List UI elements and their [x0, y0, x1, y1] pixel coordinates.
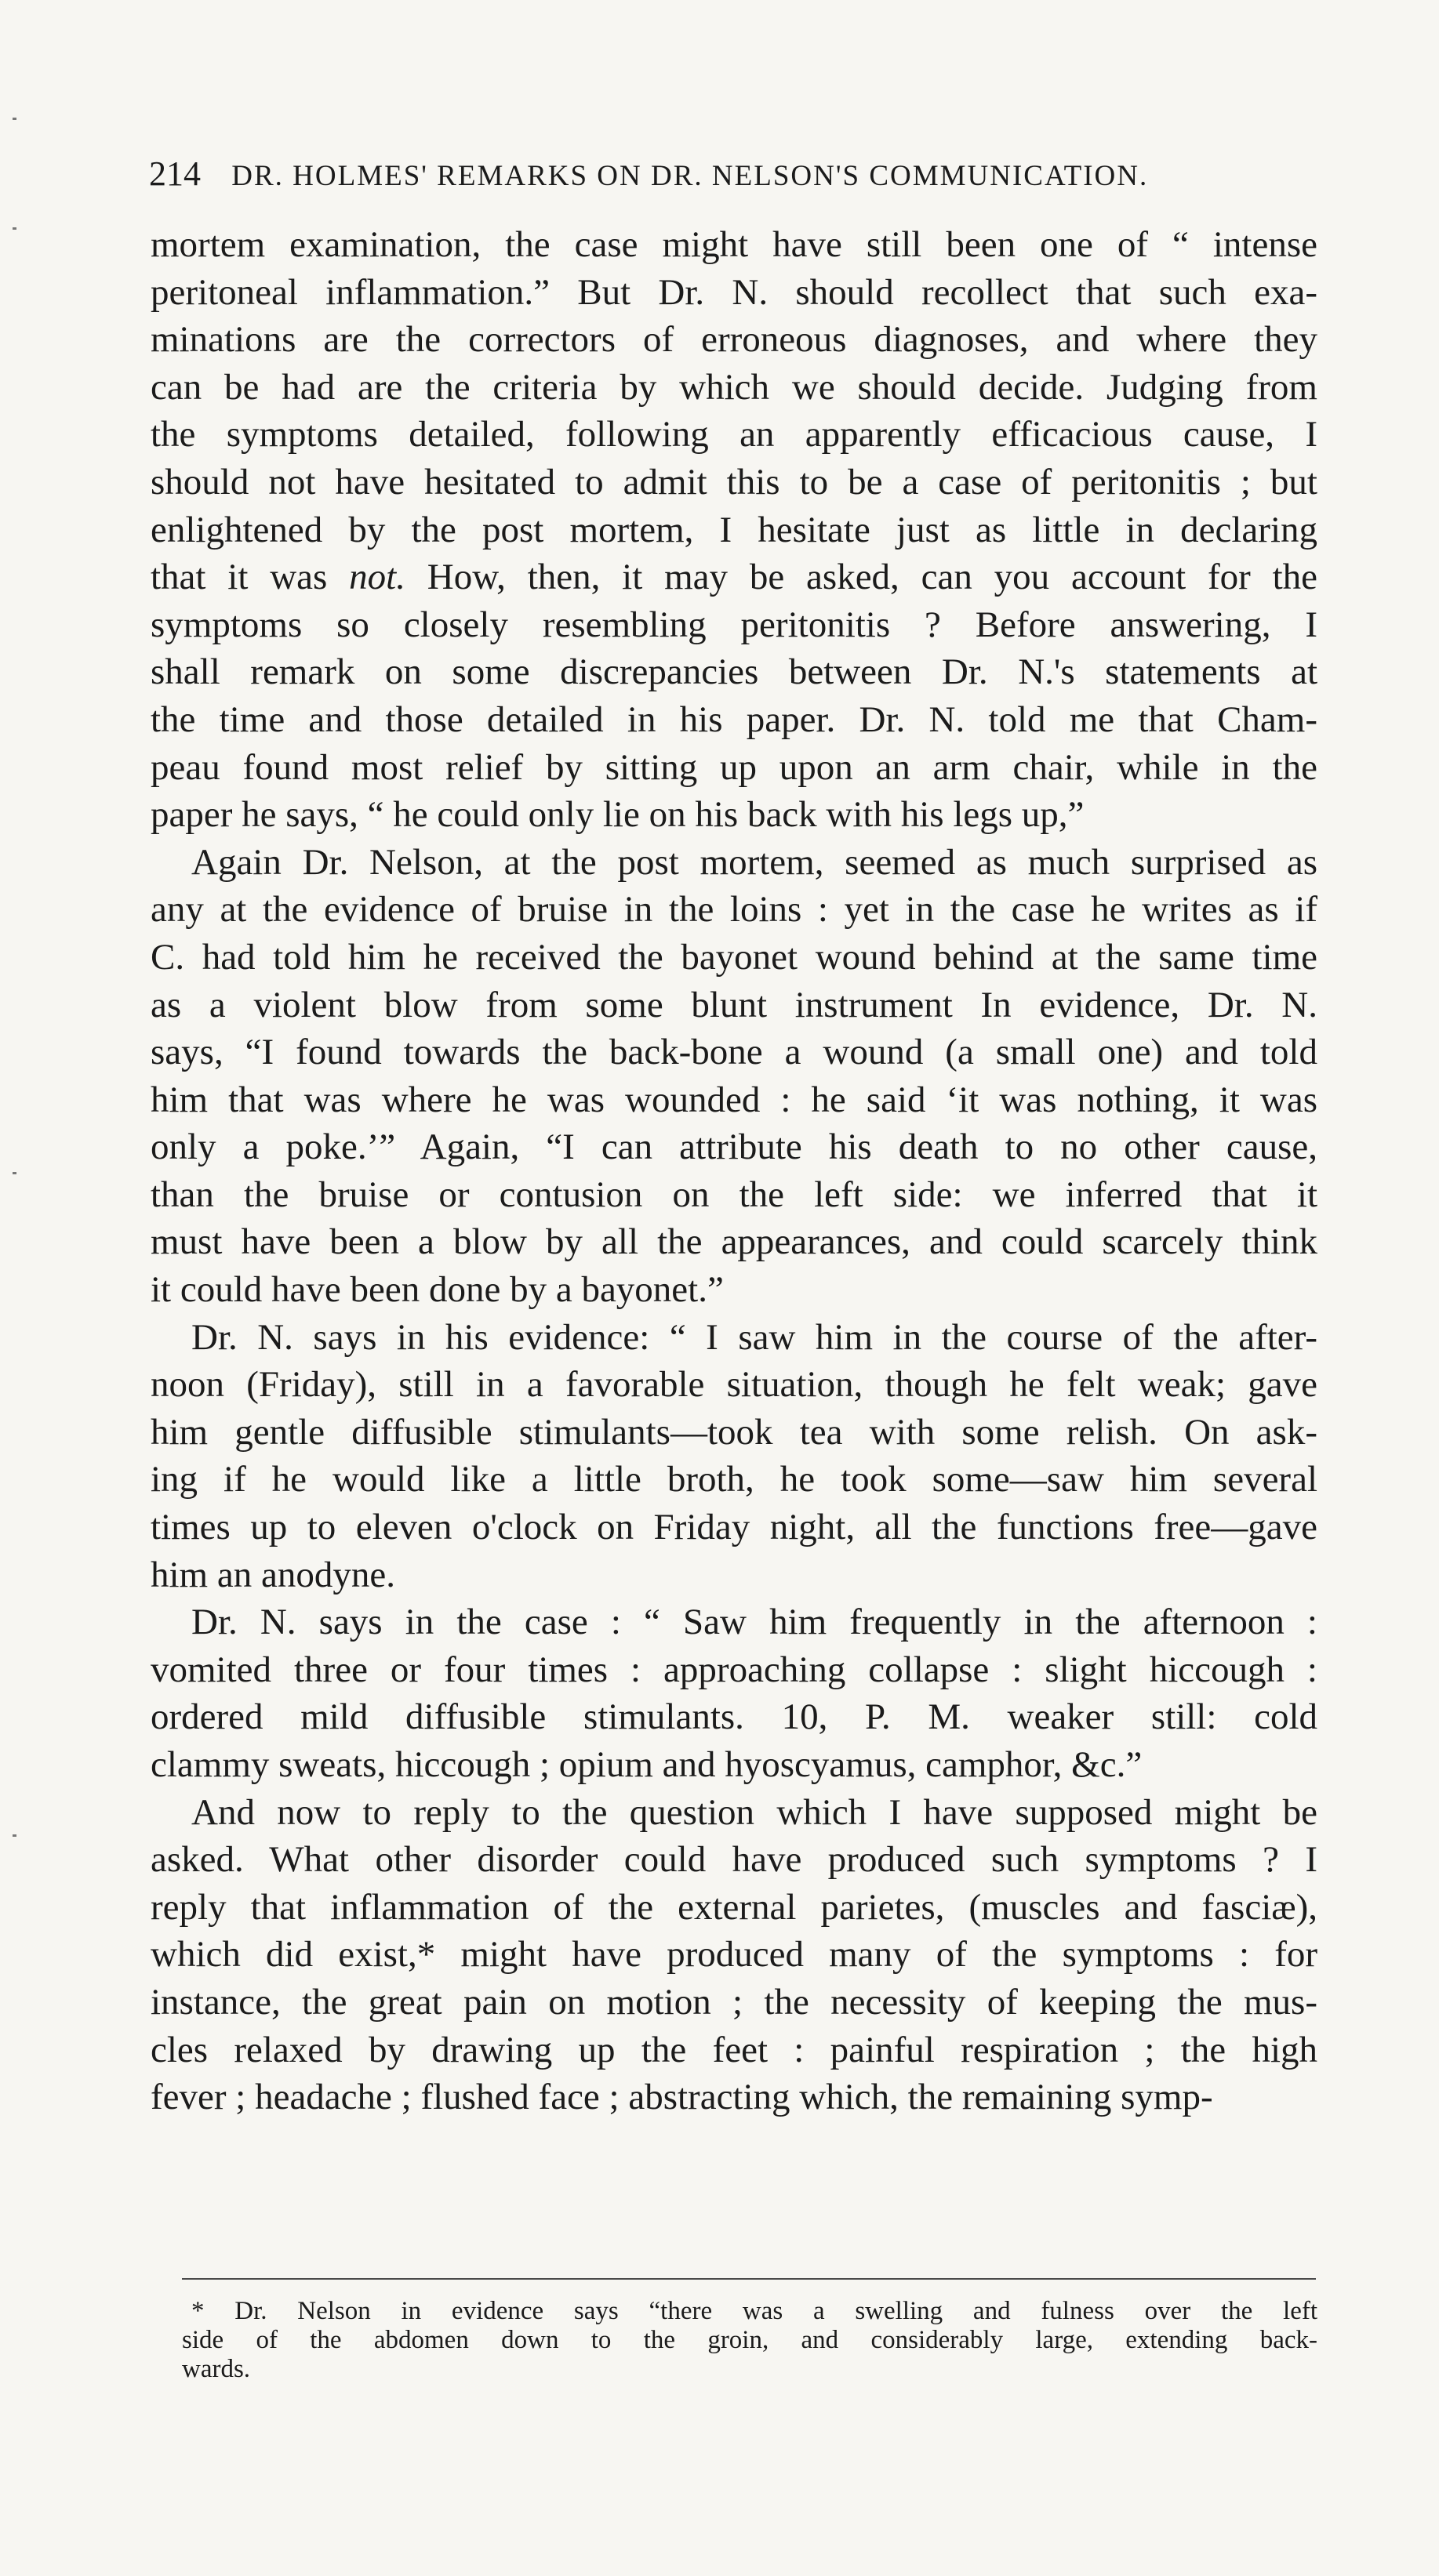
text-line: says, “I found towards the back-bone a wound (a small one) and told — [151, 1032, 1317, 1073]
text-line: mortem examination, the case might have still been one of “ intense — [151, 224, 1317, 265]
text-line: it could have been done by a bayonet.” — [151, 1269, 724, 1311]
text-line: fever ; headache ; flushed face ; abstracting which, the remaining symp- — [151, 2077, 1213, 2118]
text-line: instance, the great pain on motion ; the necessity of keeping the mus- — [151, 1981, 1317, 2023]
text-line: him that was where he was wounded : he said ‘it was nothing, it was — [151, 1079, 1317, 1120]
running-header — [149, 154, 1310, 194]
footnote-rule — [182, 2278, 1316, 2280]
text-line: must have been a blow by all the appearances, and could scarcely think — [151, 1221, 1317, 1263]
text-line: that it was not. How, then, it may be asked, can you account for the — [151, 557, 1317, 598]
footnote-line: wards. — [182, 2355, 251, 2383]
margin-mark — [13, 1172, 16, 1174]
page-number: 214 — [149, 154, 201, 193]
text-line: asked. What other disorder could have produced such symptoms ? I — [151, 1839, 1317, 1881]
text-line: paper he says, “ he could only lie on his back with his legs up,” — [151, 794, 1085, 836]
text-line: ordered mild diffusible stimulants. 10, P. M. weaker still: cold — [151, 1696, 1317, 1738]
text-line: only a poke.’” Again, “I can attribute his death to no other cause, — [151, 1127, 1317, 1168]
text-line: which did exist,* might have produced many of the symptoms : for — [151, 1934, 1317, 1976]
text-line: Dr. N. says in the case : “ Saw him frequently in the afternoon : — [191, 1602, 1317, 1643]
text-line: him gentle diffusible stimulants—took tea with some relish. On ask- — [151, 1411, 1317, 1453]
text-line: the time and those detailed in his paper. Dr. N. told me that Cham- — [151, 698, 1317, 740]
text-line: cles relaxed by drawing up the feet : painful respiration ; the high — [151, 2029, 1317, 2070]
text-line: symptoms so closely resembling peritonitis ? Before answering, I — [151, 604, 1317, 645]
text-line: peau found most relief by sitting up upon an arm chair, while in the — [151, 746, 1317, 788]
text-line: him an anodyne. — [151, 1554, 395, 1595]
text-line: C. had told him he received the bayonet wound behind at the same time — [151, 936, 1317, 978]
text-line: Dr. N. says in his evidence: “ I saw him in the course of the after- — [191, 1316, 1317, 1358]
text-line: than the bruise or contusion on the left side: we inferred that it — [151, 1174, 1317, 1215]
text-line: ing if he would like a little broth, he took some—saw him several — [151, 1459, 1317, 1500]
footnote — [182, 2297, 1317, 2384]
body-text — [151, 221, 1317, 2121]
text-line: And now to reply to the question which I have supposed might be — [191, 1791, 1317, 1833]
text-line: reply that inflammation of the external parietes, (muscles and fasciæ), — [151, 1886, 1317, 1928]
text-line: any at the evidence of bruise in the loins : yet in the case he writes as if — [151, 889, 1317, 931]
footnote-line: * Dr. Nelson in evidence says “there was a swelling and fulness over the left — [191, 2297, 1317, 2325]
text-line: should not have hesitated to admit this to be a case of peritonitis ; but — [151, 461, 1317, 503]
footnote-line: side of the abdomen down to the groin, and considerably large, extending back- — [182, 2326, 1317, 2354]
text-line: as a violent blow from some blunt instrument In evidence, Dr. N. — [151, 984, 1317, 1025]
text-line: times up to eleven o'clock on Friday night, all the functions free—gave — [151, 1507, 1317, 1548]
margin-mark — [13, 1834, 16, 1837]
text-line: Again Dr. Nelson, at the post mortem, seemed as much surprised as — [191, 841, 1317, 883]
running-title: DR. HOLMES' REMARKS ON DR. NELSON'S COMMUNICATION. — [231, 160, 1149, 192]
text-line: shall remark on some discrepancies between Dr. N.'s statements at — [151, 651, 1317, 693]
text-line: enlightened by the post mortem, I hesitate just as little in declaring — [151, 509, 1317, 550]
text-line: the symptoms detailed, following an apparently efficacious cause, I — [151, 414, 1317, 455]
text-line: noon (Friday), still in a favorable situation, though he felt weak; gave — [151, 1364, 1317, 1406]
text-line: minations are the correctors of erroneous diagnoses, and where they — [151, 319, 1317, 361]
text-line: peritoneal inflammation.” But Dr. N. should recollect that such exa- — [151, 271, 1317, 313]
text-line: vomited three or four times : approaching collapse : slight hiccough : — [151, 1649, 1317, 1690]
text-line: can be had are the criteria by which we should decide. Judging from — [151, 366, 1317, 408]
margin-mark — [13, 118, 16, 120]
text-line: clammy sweats, hiccough ; opium and hyoscyamus, camphor, &c.” — [151, 1744, 1143, 1785]
margin-mark — [13, 227, 16, 230]
